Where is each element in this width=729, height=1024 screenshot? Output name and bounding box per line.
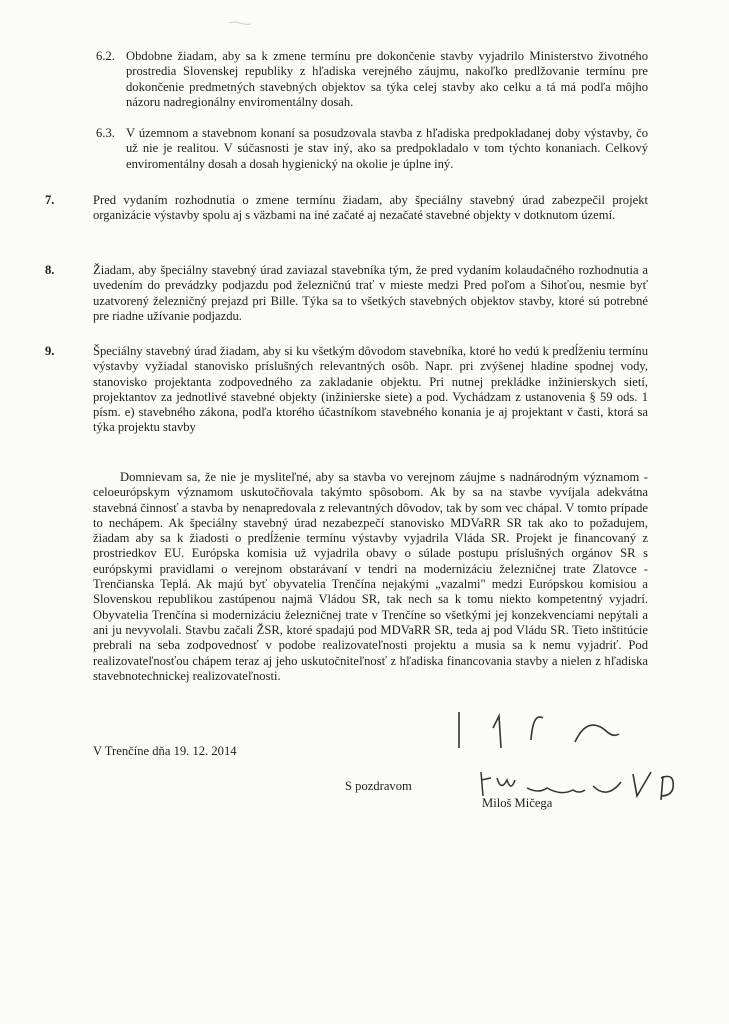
item-label: 6.3. [96,126,115,140]
item-text: Pred vydaním rozhodnutia o zmene termínu žiadam, aby špeciálny stavebný úrad zabezpečil projekt organizácie výstavby spolu aj s väzbami na iné začaté aj nezačaté stavebné objekty v dotknutom území. [93,193,648,223]
signer-name: Miloš Mičega [482,796,553,810]
place-date: V Trenčíne dňa 19. 12. 2014 [93,744,237,758]
item-label: 8. [45,263,55,277]
item-text: Žiadam, aby špeciálny stavebný úrad zaviazal stavebníka tým, že pred vydaním kolaudačného rozhodnutia a uvedením do prevádzky podjazdu pod železničnú trať v mieste medzi Pred poľom a Sihoťou, nesmie byť uzatvorený železničný prejazd pri Bille. Týka sa to všetkých stavebných objektov stavby, ktoré sú potrebné pre riadne užívanie podjazdu. [93,263,648,323]
item-text: V územnom a stavebnom konaní sa posudzovala stavba z hľadiska predpokladanej doby výstavby, čo už nie je realitou. V súčasnosti je stav iný, ako sa predpokladalo v tom týchto konaniach. Celkový enviromentálny dosah a dosah hygienický na okolie je úplne iný. [126,126,648,171]
item-6-3 [96,126,648,172]
item-6-2 [96,49,648,110]
item-7 [45,193,648,224]
greeting: S pozdravom [345,779,412,793]
item-8 [45,263,648,324]
item-text: Špeciálny stavebný úrad žiadam, aby si ku všetkým dôvodom stavebníka, ktoré ho vedú k predĺženiu termínu výstavby vyžiadal stanovisko príslušných relevantných osôb. Napr. pri zvýšenej hladine spodnej vody, stanovisko projektanta zodpovedného za zakladanie objektu. Pri nutnej prekládke inžinierskych sietí, projektantov za jednotlivé stavebné objekty (inžinierske siete) a pod. Vychádzam z ustanovenia § 59 ods. 1 písm. e) stavebného zákona, podľa ktorého účastníkom stavebného konania je aj projektant v časti, ktorá sa týka projektu stavby [93,344,648,435]
scan-mark [228,20,252,26]
item-label: 6.2. [96,49,115,63]
handwritten-mark [455,708,645,753]
item-9 [45,344,648,436]
item-text: Obdobne žiadam, aby sa k zmene termínu pre dokončenie stavby vyjadrilo Ministerstvo životného prostredia Slovenskej republiky z hľadiska verejného záujmu, nakoľko predlžovanie termínu pre dokončenie predmetných stavebných objektov sa týka celej stavby ako celku a tá má podľa môjho názoru nadregionálny enviromentálny dosah. [126,49,648,109]
closing-paragraph [93,470,648,684]
signature [475,766,705,806]
item-label: 7. [45,193,55,207]
closing-text: Domnievam sa, že nie je mysliteľné, aby sa stavba vo verejnom záujme s nadnárodným významom - celoeurópskym významom uskutočňovala takýmto spôsobom. Ak by sa na stavbe vyvíjala adekvátna stavebná činnosť a stavba by nenapredovala z relevantných dôvodov, tak by som vec chápal. V tomto prípade to nechápem. Ak špeciálny stavebný úrad nezabezpečí stanovisko MDVaRR SR tak ako to požadujem, žiadam aby sa k žiadosti o predĺženie termínu výstavby vyjadrila Vláda SR. Projekt je financovaný z prostriedkov EU. Európska komisia už vyjadrila obavy o súlade postupu príslušných orgánov SR s európskymi pravidlami o verejnom obstarávaní v tendri na modernizáciu železničnej trate Zlatovce - Trenčianska Teplá. Ak majú byť obyvatelia Trenčína nejakými „vazalmi" medzi Európskou komisiou a Slovenskou republikou zastúpenou najmä Vládou SR, tak nech sa k tomu niekto kompetentný vyjadrí. Obyvatelia Trenčína si modernizáciu železničnej trate v Trenčíne so všetkými jej konzekvenciami nepýtali a ani ju nevyvolali. Stavbu začali ŽSR, ktoré spadajú pod MDVaRR SR, teda aj pod Vládu SR. Tieto inštitúcie prebrali na seba zodpovednosť v podobe realizovateľnosti projektu a musia sa k nemu vyjadriť. Pod realizovateľnosťou chápem teraz aj jeho uskutočniteľnosť z hľadiska financovania stavby a nielen z hľadiska stavebnotechnickej realizovateľnosti. [93,470,648,683]
item-label: 9. [45,344,55,358]
